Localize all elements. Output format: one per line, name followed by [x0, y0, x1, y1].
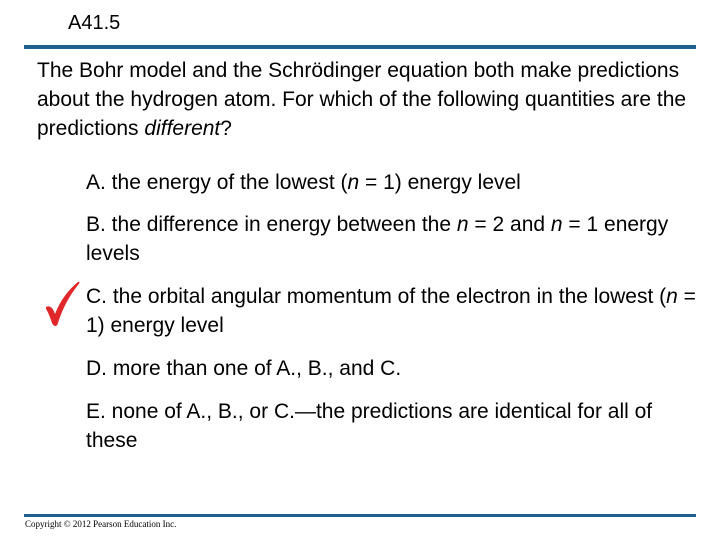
question-text: [37, 56, 697, 143]
top-divider: [24, 45, 696, 49]
option-e: E. none of A., B., or C.—the predictions are identical for all of these: [86, 400, 653, 452]
bottom-divider-bar: [24, 514, 696, 517]
bottom-divider: [24, 514, 696, 517]
option-c-variable: n: [666, 285, 678, 308]
question-body: The Bohr model and the Schrödinger equation both make predictions about the hydrogen atom. For which of the following quantities are the predictions: [37, 59, 687, 140]
option-a-suffix: = 1) energy level: [359, 171, 521, 194]
option-c-suffix: = 1) energy level: [86, 285, 696, 337]
option-b-variable-2: n: [550, 213, 563, 236]
top-divider-bar: [24, 45, 696, 49]
option-a-variable: n: [347, 171, 360, 194]
option-b: [86, 210, 696, 268]
option-b-middle: = 2 and: [468, 213, 551, 236]
option-b-suffix: = 1 energy levels: [86, 213, 669, 265]
option-c-prefix: C. the orbital angular momentum of the electron in the lowest (: [86, 285, 667, 308]
option-d: D. more than one of A., B., and C.: [86, 357, 402, 380]
checkmark-stroke: [46, 282, 80, 326]
option-b-prefix: B. the difference in energy between the: [86, 213, 457, 236]
question-emphasis: different: [144, 117, 221, 140]
checkmark-icon: [44, 281, 80, 329]
copyright-notice: Copyright © 2012 Pearson Education Inc.: [25, 519, 177, 529]
option-a: [86, 168, 696, 197]
option-a-prefix: A. the energy of the lowest (: [86, 171, 348, 194]
question-end: ?: [220, 117, 232, 140]
option-b-variable-1: n: [456, 213, 469, 236]
option-c: [86, 282, 696, 340]
slide-label: A41.5: [68, 12, 121, 34]
